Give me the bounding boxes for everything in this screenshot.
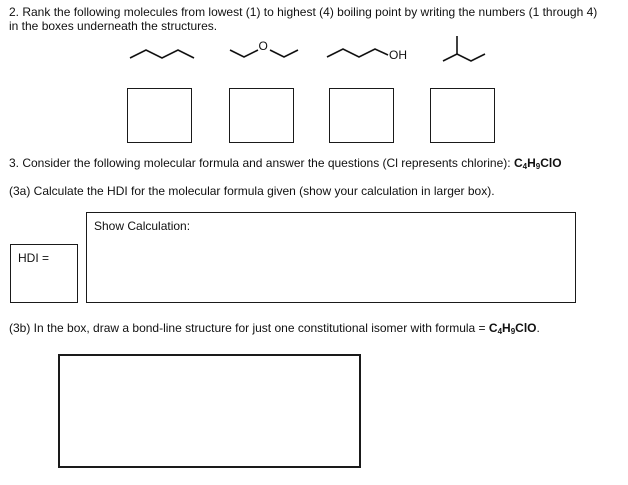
q2-prompt-line1: 2. Rank the following molecules from lowest (1) to highest (4) boiling point by writing the numbers (1 through 4)	[9, 5, 598, 19]
q3-prompt-row	[9, 156, 562, 170]
rank-box-butane[interactable]	[127, 88, 192, 143]
calculation-box[interactable]	[86, 212, 576, 303]
rank-box-isobutane[interactable]	[430, 88, 495, 143]
q3b-prompt-row: (3b) In the box, draw a bond-line structure for just one constitutional isomer with formula = $C_4H_9ClO$.	[9, 321, 540, 336]
rank-box-ether[interactable]	[229, 88, 294, 143]
isobutane-structure	[440, 32, 496, 66]
isomer-drawing-box[interactable]	[58, 354, 361, 468]
rank-box-butanol[interactable]	[329, 88, 394, 143]
hdi-label: HDI =	[18, 251, 50, 265]
q3-prompt: 3. Consider the following molecular formula and answer the questions (Cl represents chlorine):	[9, 156, 511, 170]
hydroxyl-label: OH	[389, 48, 407, 62]
q3b-prompt: (3b) In the box, draw a bond-line structure for just one constitutional isomer with formula =	[9, 321, 486, 335]
ether-oxygen-label: O	[258, 39, 268, 53]
calculation-label: Show Calculation:	[94, 219, 191, 233]
q3-formula: $C_4H_9ClO$	[513, 156, 562, 171]
q2-prompt-line2: in the boxes underneath the structures.	[9, 19, 218, 33]
butane-structure	[128, 44, 198, 64]
hdi-answer-box[interactable]	[10, 244, 78, 303]
q3a-prompt: (3a) Calculate the HDI for the molecular formula given (show your calculation in larger box).	[9, 184, 495, 198]
q3b-formula: $C_4H_9ClO$	[488, 321, 537, 336]
butanol-structure	[325, 38, 415, 64]
diethyl-ether-structure	[228, 36, 300, 62]
